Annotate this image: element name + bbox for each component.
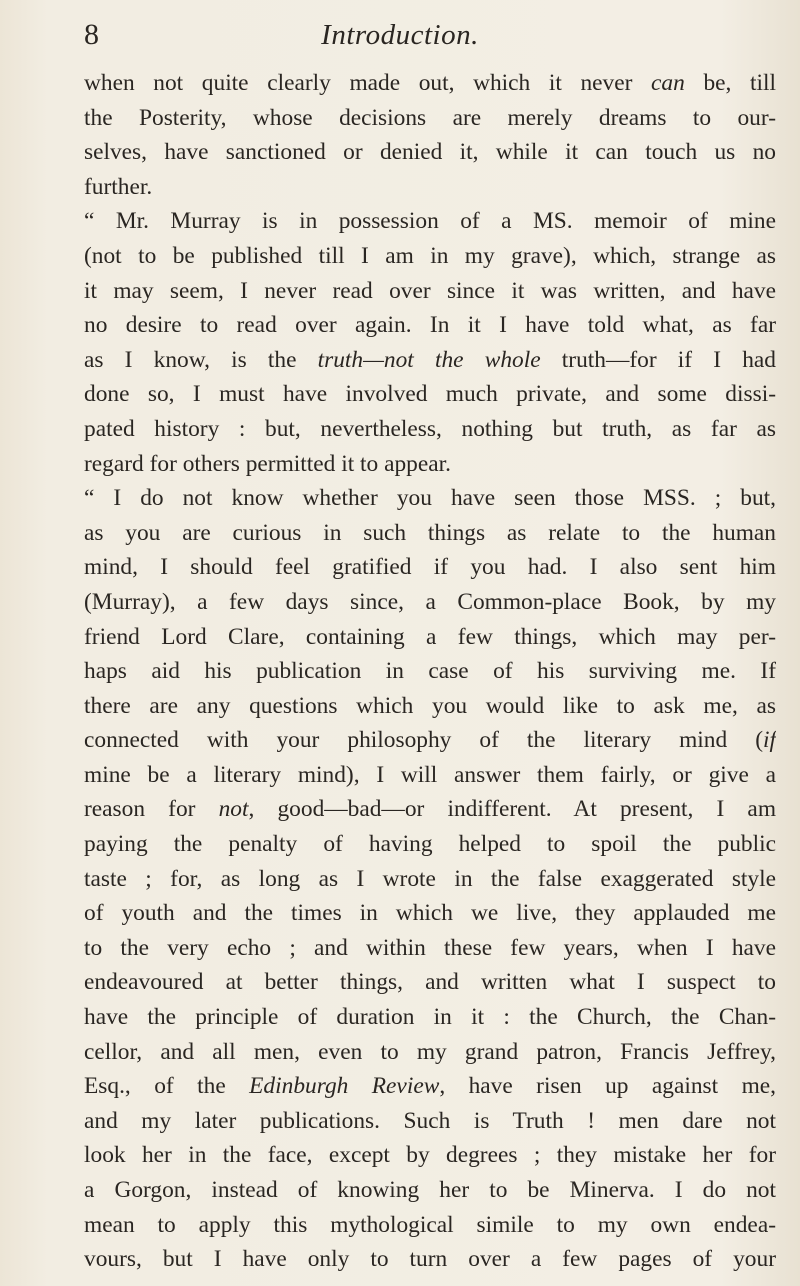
text-line: cellor, and all men, even to my grand patron, Francis Jeffrey,	[84, 1038, 776, 1065]
text-line: have the principle of duration in it : the Church, the Chan-	[84, 1004, 776, 1031]
text-line: selves, have sanctioned or denied it, while it can touch us no	[84, 139, 776, 166]
text-line: there are any questions which you would like to ask me, as	[84, 692, 776, 719]
text-line: endeavoured at better things, and written what I suspect to	[84, 969, 776, 996]
text-line: taste ; for, as long as I wrote in the false exaggerated style	[84, 865, 776, 892]
text-line: mind, I should feel gratified if you had. I also sent him	[84, 554, 776, 581]
text-line: as I know, is the truth—not the whole truth—for if I had	[84, 346, 776, 373]
text-line: to the very echo ; and within these few years, when I have	[84, 934, 776, 961]
running-head: Introduction.	[321, 19, 479, 51]
page-number: 8	[84, 18, 99, 51]
text-line: as you are curious in such things as relate to the human	[84, 519, 776, 546]
text-line: (Murray), a few days since, a Common-place Book, by my	[84, 588, 776, 615]
text-line: when not quite clearly made out, which it never can be, till	[84, 70, 776, 96]
text-line: it may seem, I never read over since it was written, and have	[84, 277, 776, 304]
text-line: connected with your philosophy of the literary mind (if	[84, 727, 776, 754]
text-line: haps aid his publication in case of his surviving me. If	[84, 658, 776, 685]
text-line: “ I do not know whether you have seen those MSS. ; but,	[84, 485, 776, 512]
text-line: regard for others permitted it to appear.	[84, 450, 451, 477]
text-line: pated history : but, nevertheless, nothing but truth, as far as	[84, 415, 776, 442]
text-line: further.	[84, 173, 153, 200]
text-line: vours, but I have only to turn over a few pages of your	[84, 1246, 776, 1273]
text-line: (not to be published till I am in my grave), which, strange as	[84, 242, 776, 269]
text-line: look her in the face, except by degrees ; they mistake her for	[84, 1142, 776, 1169]
text-line: friend Lord Clare, containing a few things, which may per-	[84, 623, 776, 650]
text-line: reason for not, good—bad—or indifferent. At present, I am	[84, 796, 776, 823]
text-line: done so, I must have involved much private, and some dissi-	[84, 381, 776, 408]
text-line: and my later publications. Such is Truth ! men dare not	[84, 1107, 776, 1134]
text-line: the Posterity, whose decisions are merely dreams to our-	[84, 104, 776, 131]
body-text	[84, 66, 776, 1277]
text-line: mean to apply this mythological simile to my own endea-	[84, 1211, 776, 1238]
page-header	[0, 14, 800, 58]
text-line: no desire to read over again. In it I have told what, as far	[84, 312, 776, 339]
text-line: mine be a literary mind), I will answer them fairly, or give a	[84, 761, 776, 788]
text-line: of youth and the times in which we live, they applauded me	[84, 900, 776, 927]
text-line: a Gorgon, instead of knowing her to be Minerva. I do not	[84, 1177, 776, 1203]
text-line: paying the penalty of having helped to spoil the public	[84, 831, 776, 858]
text-line: Esq., of the Edinburgh Review, have risen up against me,	[84, 1073, 776, 1100]
text-line: “ Mr. Murray is in possession of a MS. memoir of mine	[84, 208, 776, 235]
